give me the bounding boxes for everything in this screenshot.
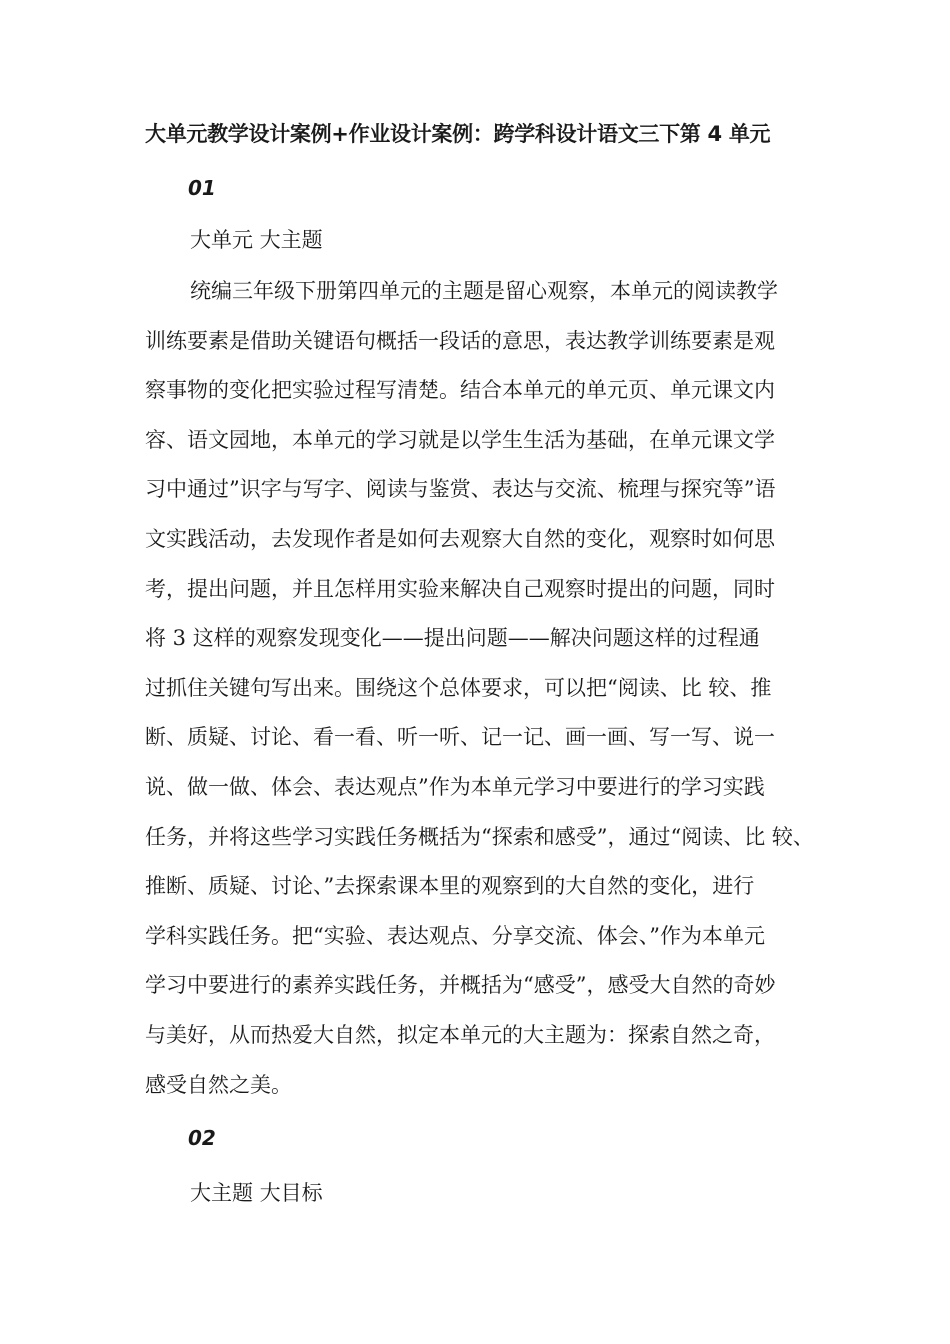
paragraph-line: 感受自然之美。 [145, 1072, 292, 1097]
paragraph-line: 学习中要进行的素养实践任务，并概括为“感受”，感受大自然的奇妙 [145, 973, 776, 998]
paragraph-line: 容、语文园地，本单元的学习就是以学生生活为基础，在单元课文学 [145, 427, 775, 452]
paragraph-line: 说、做一做、体会、表达观点”作为本单元学习中要进行的学习实践 [145, 774, 765, 799]
document-title: 大单元教学设计案例+作业设计案例：跨学科设计语文三下第 4 单元 [145, 122, 771, 146]
paragraph-line: 察事物的变化把实验过程写清楚。结合本单元的单元页、单元课文内 [145, 378, 775, 403]
paragraph-line: 训练要素是借助关键语句概括一段话的意思，表达教学训练要素是观 [145, 328, 775, 353]
paragraph-line: 学科实践任务。把“实验、表达观点、分享交流、体会、”作为本单元 [145, 923, 765, 948]
paragraph-line: 考，提出问题，并且怎样用实验来解决自己观察时提出的问题，同时 [145, 576, 775, 601]
paragraph-line: 统编三年级下册第四单元的主题是留心观察，本单元的阅读教学 [190, 279, 778, 303]
paragraph-line: 过抓住关键句写出来。围绕这个总体要求，可以把“阅读、比 较、推 [145, 675, 772, 700]
paragraph-line: 任务，并将这些学习实践任务概括为“探索和感受”，通过“阅读、比 较、 [145, 824, 814, 849]
paragraph-line: 断、质疑、讨论、看一看、听一听、记一记、画一画、写一写、说一 [145, 725, 775, 750]
paragraph-line: 将 3 这样的观察发现变化——提出问题——解决问题这样的过程通 [145, 626, 760, 651]
paragraph-line: 推断、质疑、讨论、”去探索课本里的观察到的大自然的变化，进行 [145, 874, 755, 899]
paragraph-line: 文实践活动，去发现作者是如何去观察大自然的变化，观察时如何思 [145, 526, 775, 551]
paragraph-line: 习中通过”识字与写字、阅读与鉴赏、表达与交流、梳理与探究等”语 [145, 477, 776, 502]
section-body-1 [145, 275, 835, 1118]
paragraph-line: 与美好，从而热爱大自然，拟定本单元的大主题为：探索自然之奇， [145, 1022, 775, 1047]
section-heading-1: 大单元 大主题 [190, 228, 323, 252]
section-number-02: 02 [188, 1126, 216, 1150]
section-heading-2: 大主题 大目标 [190, 1181, 323, 1205]
section-number-01: 01 [188, 176, 216, 200]
